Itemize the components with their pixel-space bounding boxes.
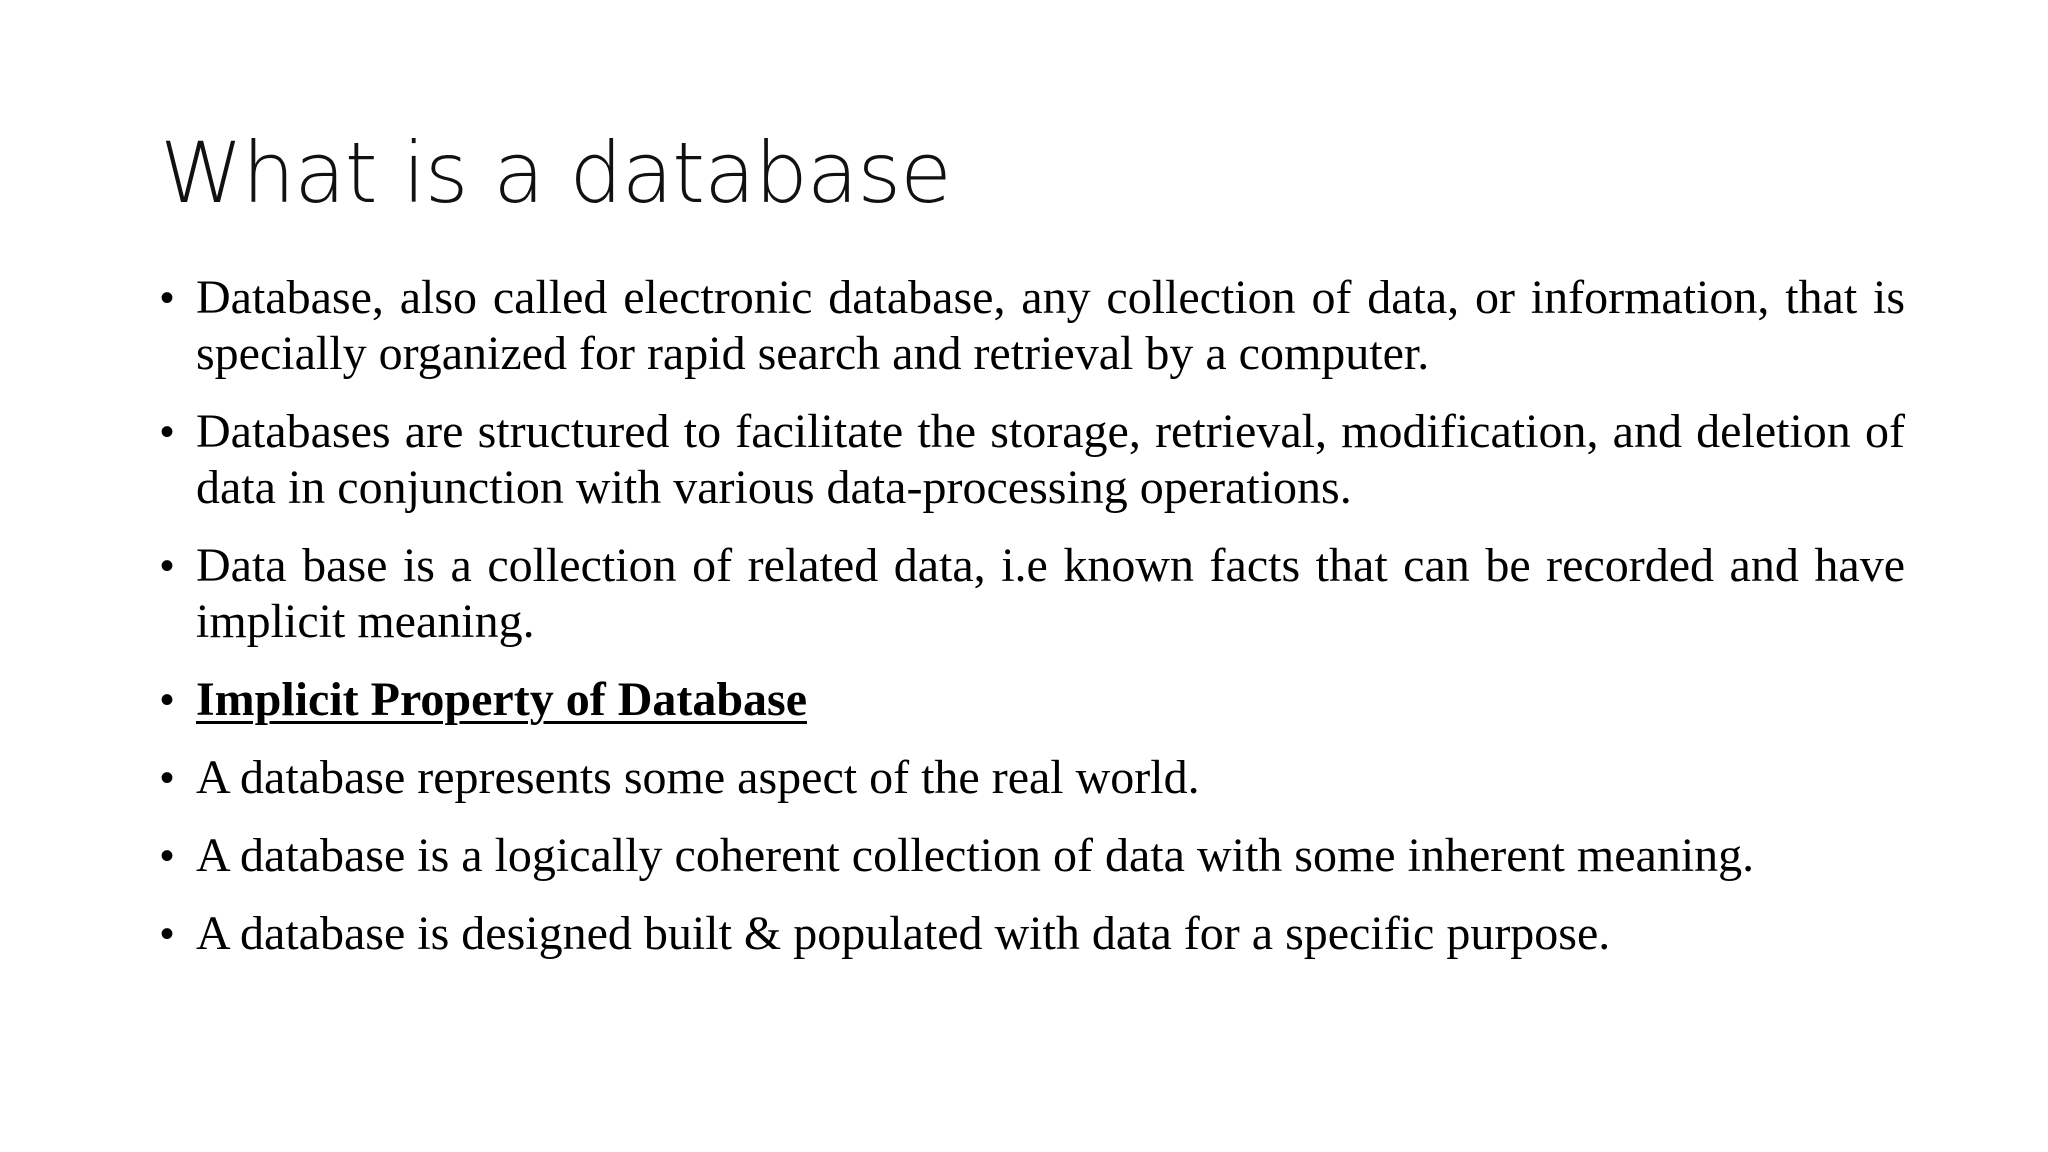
bullet-text-structure: Databases are structured to facilitate the storage, retrieval, modification, and deletion of data in conjunction with various data-processing operations. bbox=[196, 405, 1905, 514]
bullet-item bbox=[160, 270, 1905, 382]
bullet-dot: • bbox=[160, 912, 175, 956]
slide-title: What is a database bbox=[160, 124, 951, 222]
bullet-heading-implicit-property: Implicit Property of Database bbox=[196, 673, 808, 726]
bullet-item bbox=[160, 404, 1905, 516]
bullet-text-coherent: A database is a logically coherent collection of data with some inherent meaning. bbox=[196, 829, 1755, 882]
bullet-dot: • bbox=[160, 276, 175, 320]
bullet-item bbox=[160, 906, 1905, 962]
bullet-list bbox=[160, 270, 1905, 984]
bullet-dot: • bbox=[160, 410, 175, 454]
bullet-item bbox=[160, 672, 1905, 728]
bullet-text-real-world: A database represents some aspect of the real world. bbox=[196, 751, 1200, 804]
bullet-dot: • bbox=[160, 834, 175, 878]
bullet-text-purpose: A database is designed built & populated with data for a specific purpose. bbox=[196, 907, 1611, 960]
bullet-item bbox=[160, 538, 1905, 650]
bullet-dot: • bbox=[160, 756, 175, 800]
bullet-item bbox=[160, 828, 1905, 884]
bullet-item bbox=[160, 750, 1905, 806]
bullet-dot: • bbox=[160, 678, 175, 722]
bullet-dot: • bbox=[160, 544, 175, 588]
bullet-text-definition: Database, also called electronic database, any collection of data, or information, that is specially organized for rapid search and retrieval by a computer. bbox=[196, 271, 1905, 380]
bullet-text-related-data: Data base is a collection of related data, i.e known facts that can be recorded and have implicit meaning. bbox=[196, 539, 1905, 648]
